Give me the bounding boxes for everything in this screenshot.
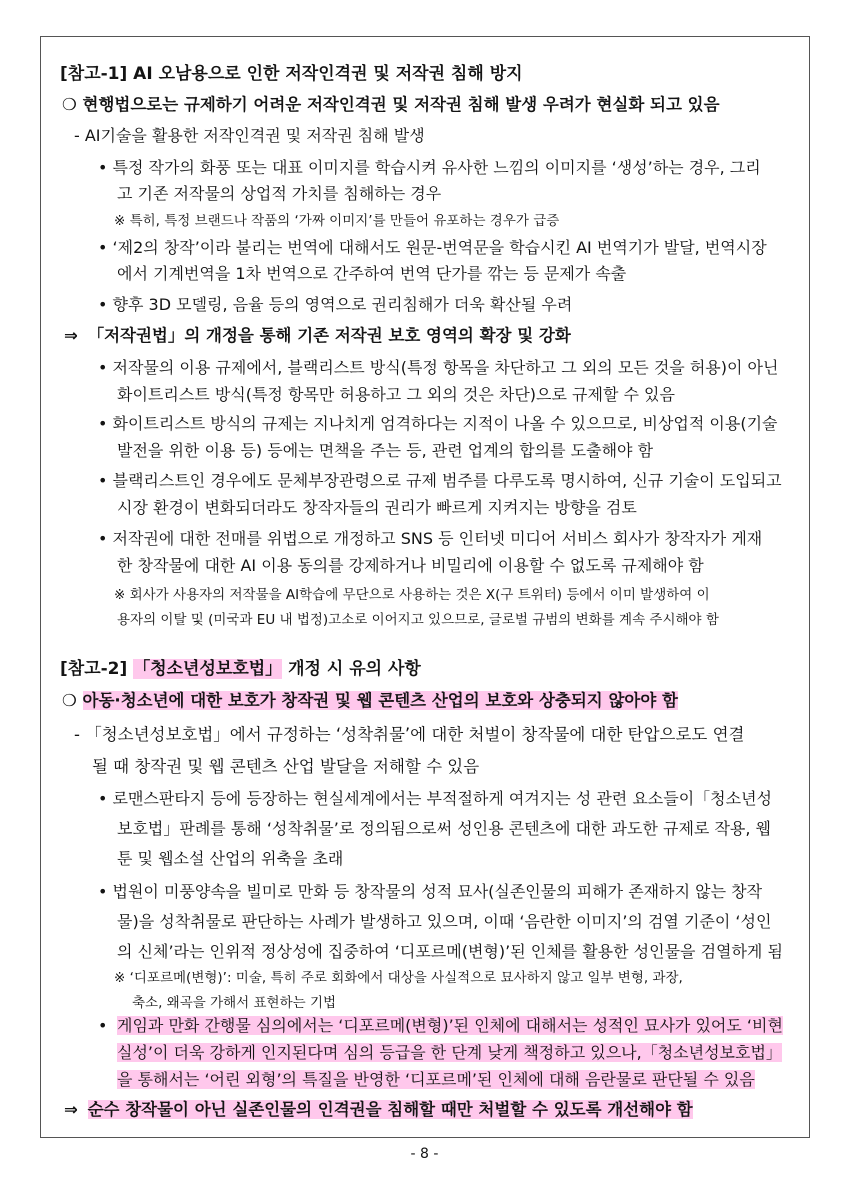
section1-c2-line1: • 화이트리스트 방식의 규제는 지나치게 엄격하다는 지적이 나올 수 있으므로, 비상업적 이용(기술	[98, 414, 778, 433]
section2-d2-line2: 물)을 성착취물로 판단하는 사례가 발생하고 있으며, 이때 ‘음란한 이미지’의 검열 기준이 ‘성인	[117, 912, 772, 931]
section1-c2-line2: 발전을 위한 이용 등) 등에는 면책을 주는 등, 관련 업계의 합의를 도출해야 함	[117, 441, 654, 460]
section1-point-text: 현행법으로는 규제하기 어려운 저작인격권 및 저작권 침해 발생 우려가 현실화 되고 있음	[82, 95, 720, 114]
section2-conclusion	[64, 1099, 693, 1121]
section2-d3-line2	[117, 1042, 782, 1064]
section2-note-line1: ※ ‘디포르메(변형)’: 미술, 특히 주로 회화에서 대상을 사실적으로 묘사하지 않고 일부 변형, 과장,	[114, 970, 683, 986]
section2-sub-line1: - 「청소년성보호법」에서 규정하는 ‘성착취물’에 대한 처벌이 창작물에 대한 탄압으로도 연결	[74, 725, 745, 744]
section2-d3-line3	[117, 1069, 755, 1091]
circle-bullet-icon: ❍	[62, 691, 77, 710]
section2-d2-line1: • 법원이 미풍양속을 빌미로 만화 등 창작물의 성적 묘사(실존인물의 피해가 존재하지 않는 창작	[98, 882, 763, 901]
section1-c1-line2: 화이트리스트 방식(특정 항목만 허용하고 그 외의 것은 차단)으로 규제할 수 있음	[117, 385, 675, 404]
section1-point	[62, 94, 720, 116]
implies-arrow-icon: ⇒	[64, 1100, 78, 1119]
section1-bullet2-line2: 에서 기계번역을 1차 번역으로 간주하여 번역 단가를 깎는 등 문제가 속출	[117, 264, 627, 283]
section1-c3-line2: 시장 환경이 변화되더라도 창작자들의 권리가 빠르게 지켜지는 방향을 검토	[117, 498, 637, 517]
section2-d3-line1	[117, 1015, 783, 1037]
section1-conclusion	[64, 325, 571, 347]
section2-d1-line2: 보호법」판례를 통해 ‘성착취물’로 정의됨으로써 성인용 콘텐츠에 대한 과도한 규제로 작용, 웹	[117, 819, 771, 838]
section1-sub: - AI기술을 활용한 저작인격권 및 저작권 침해 발생	[74, 126, 425, 145]
section1-c4-line1: • 저작권에 대한 전매를 위법으로 개정하고 SNS 등 인터넷 미디어 서비스 회사가 창작자가 게재	[98, 529, 763, 548]
section2-d1-line3: 툰 및 웹소설 산업의 위축을 초래	[117, 849, 344, 868]
section2-point-text: 아동·청소년에 대한 보호가 창작권 및 웹 콘텐츠 산업의 보호와 상충되지 않아야 함	[82, 691, 678, 710]
section1-c4-line2: 한 창작물에 대한 AI 이용 동의를 강제하거나 비밀리에 이용할 수 없도록 규제해야 함	[117, 556, 704, 575]
section1-bullet3: • 향후 3D 모델링, 음율 등의 영역으로 권리침해가 더욱 확산될 우려	[98, 295, 573, 314]
section1-note1: ※ 특히, 특정 브랜드나 작품의 ‘가짜 이미지’를 만들어 유포하는 경우가 급증	[114, 213, 560, 229]
section2-title-law: 「청소년성보호법」	[133, 659, 283, 679]
page-number: - 8 -	[410, 1146, 439, 1162]
section2-note-line2: 축소, 왜곡을 가해서 표현하는 기법	[132, 995, 337, 1011]
section1-bullet1-line1: • 특정 작가의 화풍 또는 대표 이미지를 학습시켜 유사한 느낌의 이미지를 ‘생성’하는 경우, 그리	[98, 158, 761, 177]
section1-note2-line1: ※ 회사가 사용자의 저작물을 AI학습에 무단으로 사용하는 것은 X(구 트위터) 등에서 이미 발생하여 이	[114, 587, 710, 603]
section2-title-suffix: 개정 시 유의 사항	[288, 659, 421, 679]
section1-bullet1-line2: 고 기존 저작물의 상업적 가치를 침해하는 경우	[117, 184, 442, 203]
section2-title-prefix: [참고-2]	[60, 659, 128, 679]
section1-bullet2-line1: • ‘제2의 창작’이라 불리는 번역에 대해서도 원문-번역문을 학습시킨 AI 번역기가 발달, 번역시장	[98, 238, 767, 257]
section2-point	[62, 690, 678, 712]
section2-d3-line2-text: 실성’이 더욱 강하게 인지된다며 심의 등급을 한 단계 낮게 책정하고 있으나,「청소년성보호법」	[117, 1043, 782, 1062]
implies-arrow-icon: ⇒	[64, 326, 78, 345]
section2-d3-bullet: •	[98, 1016, 108, 1035]
section2-sub-line2: 될 때 창작권 및 웹 콘텐츠 산업 발달을 저해할 수 있음	[92, 757, 480, 776]
section1-c3-line1: • 블랙리스트인 경우에도 문체부장관령으로 규제 범주를 다루도록 명시하여, 신규 기술이 도입되고	[98, 471, 782, 490]
section2-title	[60, 658, 421, 680]
section1-note2-line2: 용자의 이탈 및 (미국과 EU 내 법정)고소로 이어지고 있으므로, 글로벌 규범의 변화를 계속 주시해야 함	[117, 612, 719, 628]
section2-d1-line1: • 로맨스판타지 등에 등장하는 현실세계에서는 부적절하게 여겨지는 성 관련 요소들이「청소년성	[98, 789, 772, 808]
section1-conclusion-text: 「저작권법」의 개정을 통해 기존 저작권 보호 영역의 확장 및 강화	[87, 326, 571, 345]
section2-d3-line3-text: 을 통해서는 ‘어린 외형’의 특질을 반영한 ‘디포르메’된 인체에 대해 음란물로 판단될 수 있음	[117, 1070, 755, 1089]
section2-d3-line1-text: 게임과 만화 간행물 심의에서는 ‘디포르메(변형)’된 인체에 대해서는 성적인 묘사가 있어도 ‘비현	[117, 1016, 783, 1035]
section1-c1-line1: • 저작물의 이용 규제에서, 블랙리스트 방식(특정 항목을 차단하고 그 외의 모든 것을 허용)이 아닌	[98, 358, 779, 377]
section1-title: [참고-1] AI 오남용으로 인한 저작인격권 및 저작권 침해 방지	[60, 64, 523, 84]
section2-conclusion-text: 순수 창작물이 아닌 실존인물의 인격권을 침해할 때만 처벌할 수 있도록 개선해야 함	[87, 1100, 693, 1119]
circle-bullet-icon: ❍	[62, 95, 77, 114]
section2-d2-line3: 의 신체’라는 인위적 정상성에 집중하여 ‘디포르메(변형)’된 인체를 활용한 성인물을 검열하게 됨	[117, 942, 783, 961]
